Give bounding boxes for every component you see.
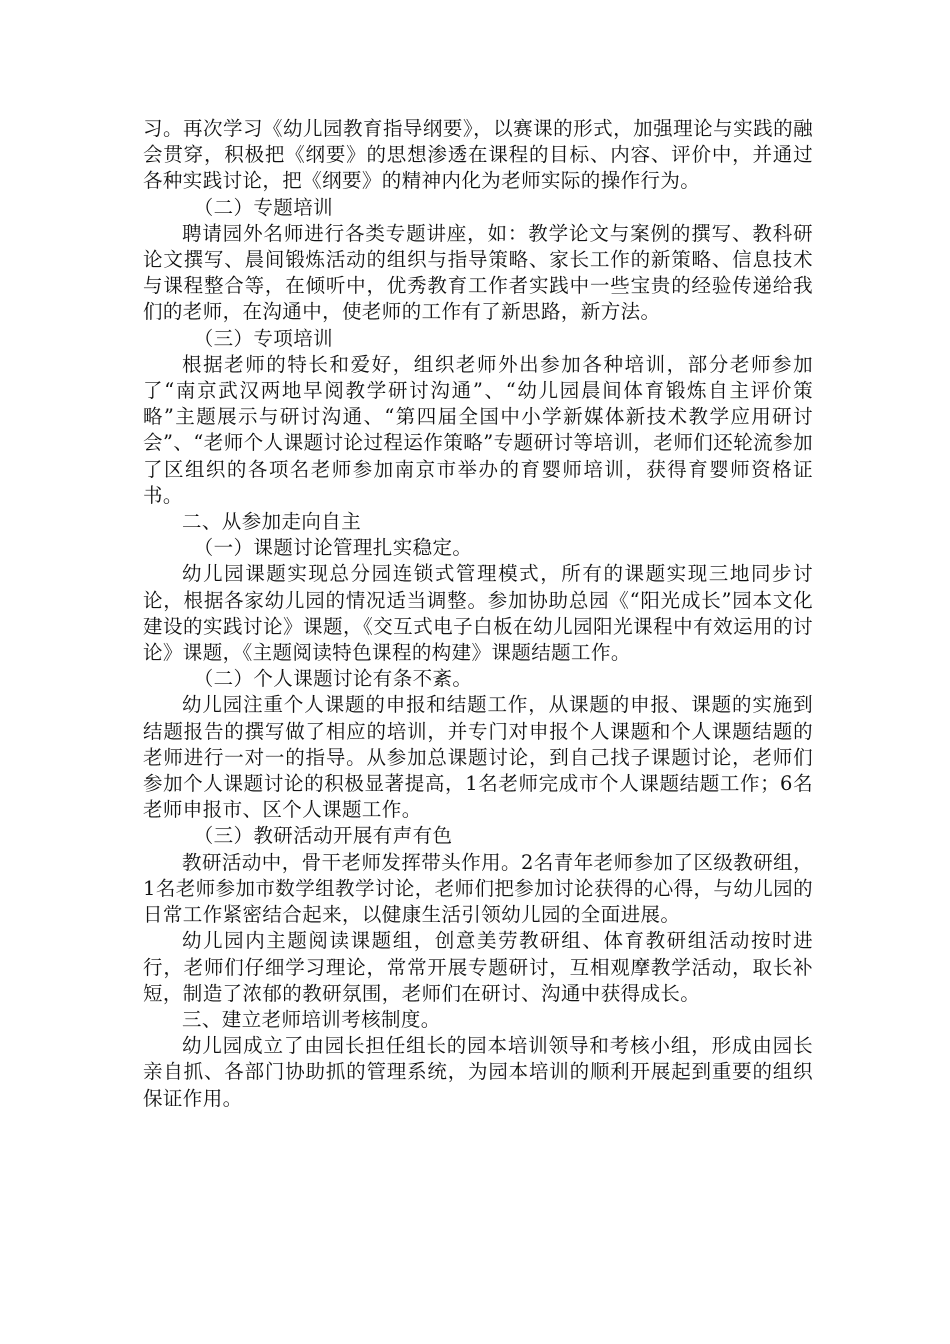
paragraph: 根据老师的特长和爱好，组织老师外出参加各种培训，部分老师参加了“南京武汉两地早阅教学研讨沟通”、“幼儿园晨间体育锻炼自主评价策略”主题展示与研讨沟通、“第四届全国中小学新媒体新技术教学应用研讨会”、“老师个人课题讨论过程运作策略”专题研讨等培训，老师们还轮流参加了区组织的各项名老师参加南京市举办的育婴师培训，获得育婴师资格证书。 <box>143 352 813 507</box>
section-subheading: （二）专题培训 <box>193 195 333 219</box>
section-subheading: （二）个人课题讨论有条不紊。 <box>193 667 473 691</box>
paragraph: 教研活动中，骨干老师发挥带头作用。2名青年老师参加了区级教研组，1名老师参加市数学组教学讨论，老师们把参加讨论获得的心得，与幼儿园的日常工作紧密结合起来，以健康生活引领幼儿园的全面进展。 <box>143 850 813 927</box>
paragraph: 幼儿园课题实现总分园连锁式管理模式，所有的课题实现三地同步讨论，根据各家幼儿园的情况适当调整。参加协助总园《“阳光成长”园本文化建设的实践讨论》课题，《交互式电子白板在幼儿园阳光课程中有效运用的讨论》课题，《主题阅读特色课程的构建》课题结题工作。 <box>143 562 813 665</box>
paragraph: 聘请园外名师进行各类专题讲座，如：教学论文与案例的撰写、教科研论文撰写、晨间锻炼活动的组织与指导策略、家长工作的新策略、信息技术与课程整合等，在倾听中，优秀教育工作者实践中一些宝贵的经验传递给我们的老师，在沟通中，使老师的工作有了新思路，新方法。 <box>143 221 813 324</box>
section-heading: 三、建立老师培训考核制度。 <box>182 1007 441 1031</box>
paragraph: 习。再次学习《幼儿园教育指导纲要》，以赛课的形式，加强理论与实践的融会贯穿，积极把《纲要》的思想渗透在课程的目标、内容、评价中，并通过各种实践讨论，把《纲要》的精神内化为老师实际的操作行为。 <box>143 117 813 193</box>
paragraph: 幼儿园注重个人课题的申报和结题工作，从课题的申报、课题的实施到结题报告的撰写做了相应的培训，并专门对申报个人课题和个人课题结题的老师进行一对一的指导。从参加总课题讨论，到自己找子课题讨论，老师们参加个人课题讨论的积极显著提高，1名老师完成市个人课题结题工作；6名老师申报市、区个人课题工作。 <box>143 693 813 822</box>
section-heading: 二、从参加走向自主 <box>182 510 362 534</box>
paragraph: 幼儿园成立了由园长担任组长的园本培训领导和考核小组，形成由园长亲自抓、各部门协助抓的管理系统，为园本培训的顺利开展起到重要的组织保证作用。 <box>143 1034 813 1110</box>
section-subheading: （一）课题讨论管理扎实稳定。 <box>193 536 473 560</box>
section-subheading: （三）专项培训 <box>193 326 333 350</box>
paragraph: 幼儿园内主题阅读课题组，创意美劳教研组、体育教研组活动按时进行，老师们仔细学习理论，常常开展专题研讨，互相观摩教学活动，取长补短，制造了浓郁的教研氛围，老师们在研讨、沟通中获得成长。 <box>143 929 813 1005</box>
section-subheading: （三）教研活动开展有声有色 <box>193 824 453 848</box>
document-body <box>143 116 813 1112</box>
